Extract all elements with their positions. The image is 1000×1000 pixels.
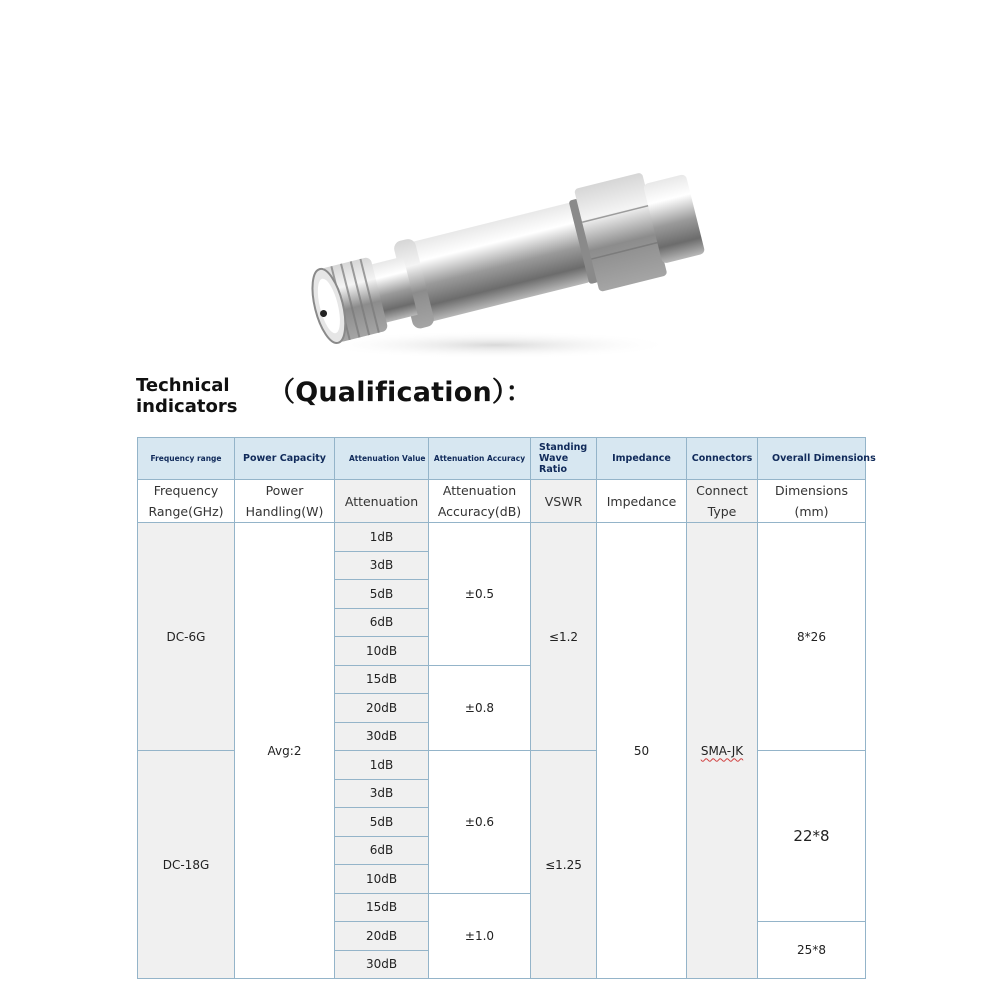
attenuation-cell: 30dB xyxy=(335,722,429,751)
frequency-cell: DC-6G xyxy=(138,523,235,751)
attenuation-cell: 1dB xyxy=(335,523,429,552)
vswr-cell: ≤1.25 xyxy=(531,751,597,979)
header-impedance: Impedance xyxy=(597,438,687,480)
sma-attenuator-icon xyxy=(295,150,715,370)
sub-frequency-range: Frequency Range(GHz) xyxy=(138,480,235,523)
sub-attenuation-accuracy: Attenuation Accuracy(dB) xyxy=(429,480,531,523)
attenuation-cell: 15dB xyxy=(335,893,429,922)
attenuation-cell: 3dB xyxy=(335,551,429,580)
qualification-label: （Qualification）： xyxy=(268,377,533,408)
header-row-en xyxy=(138,438,866,480)
header-standing-wave-ratio: Standing Wave Ratio xyxy=(531,438,597,480)
sub-dimensions: Dimensions (mm) xyxy=(758,480,866,523)
header-attenuation-accuracy: Attenuation Accuracy xyxy=(429,438,531,480)
sub-connect-type: Connect Type xyxy=(687,480,758,523)
header-attenuation-value: Attenuation Value xyxy=(335,438,429,480)
impedance-cell: 50 xyxy=(597,523,687,979)
sub-attenuation: Attenuation xyxy=(335,480,429,523)
attenuation-cell: 20dB xyxy=(335,694,429,723)
connector-cell xyxy=(687,523,758,979)
attenuation-cell: 6dB xyxy=(335,608,429,637)
attenuation-cell: 5dB xyxy=(335,808,429,837)
attenuation-cell: 1dB xyxy=(335,751,429,780)
attenuation-cell: 10dB xyxy=(335,865,429,894)
accuracy-cell: ±1.0 xyxy=(429,893,531,979)
attenuation-cell: 15dB xyxy=(335,665,429,694)
connector-type-text: SMA-JK xyxy=(700,743,744,758)
vswr-cell: ≤1.2 xyxy=(531,523,597,751)
dimensions-cell: 25*8 xyxy=(758,922,866,979)
header-overall-dimensions: Overall Dimensions xyxy=(758,438,866,480)
accuracy-cell: ±0.8 xyxy=(429,665,531,751)
header-connectors: Connectors xyxy=(687,438,758,480)
attenuation-cell: 6dB xyxy=(335,836,429,865)
header-row-sub xyxy=(138,480,866,523)
header-frequency-range: Frequency range xyxy=(138,438,235,480)
accuracy-cell: ±0.5 xyxy=(429,523,531,666)
sub-power-handling: Power Handling(W) xyxy=(235,480,335,523)
power-handling-cell: Avg:2 xyxy=(235,523,335,979)
dimensions-cell: 22*8 xyxy=(758,751,866,922)
attenuation-cell: 20dB xyxy=(335,922,429,951)
dimensions-cell: 8*26 xyxy=(758,523,866,751)
table-row xyxy=(138,523,866,552)
attenuation-cell: 3dB xyxy=(335,779,429,808)
accuracy-cell: ±0.6 xyxy=(429,751,531,894)
spec-table xyxy=(137,437,876,979)
attenuation-cell: 10dB xyxy=(335,637,429,666)
product-image xyxy=(295,150,715,370)
frequency-cell: DC-18G xyxy=(138,751,235,979)
header-power-capacity: Power Capacity xyxy=(235,438,335,480)
attenuation-cell: 5dB xyxy=(335,580,429,609)
sub-vswr: VSWR xyxy=(531,480,597,523)
sub-impedance: Impedance xyxy=(597,480,687,523)
title-line-2: indicators xyxy=(136,396,238,417)
section-title xyxy=(136,375,237,417)
attenuation-cell: 30dB xyxy=(335,950,429,979)
title-line-1: Technical xyxy=(136,375,230,396)
